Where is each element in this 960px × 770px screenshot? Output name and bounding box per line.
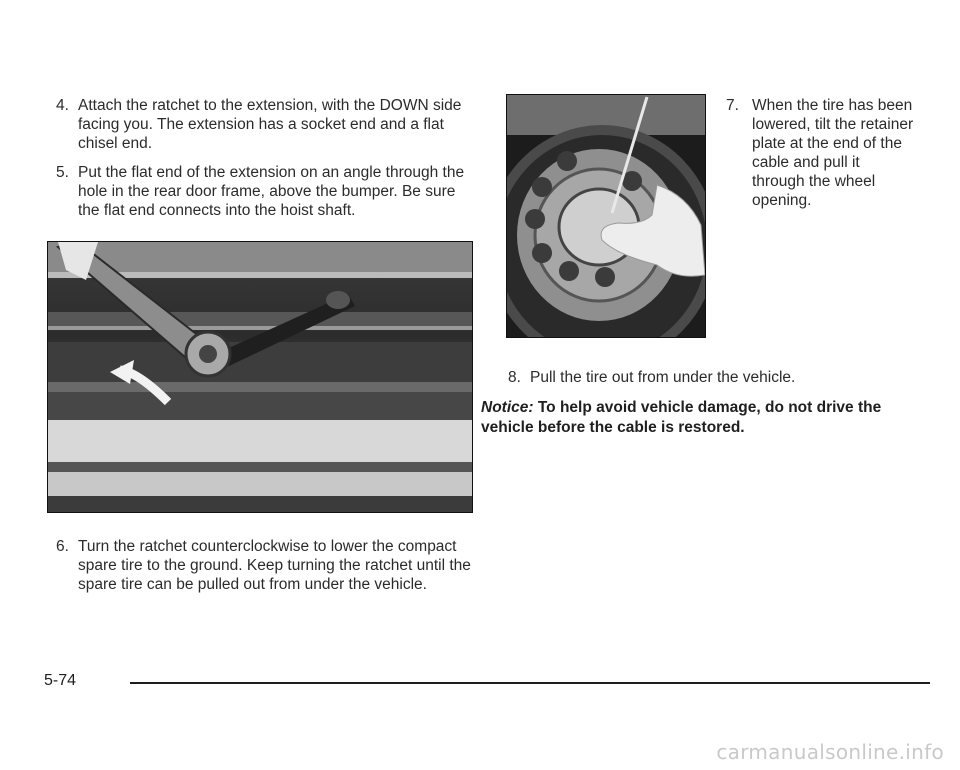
step-8 <box>508 368 928 387</box>
notice-text: To help avoid vehicle damage, do not drive the vehicle before the cable is restored. <box>481 399 882 436</box>
step-number: 7. <box>726 97 739 114</box>
step-text: When the tire has been lowered, tilt the retainer plate at the end of the cable and pull it through the wheel opening. <box>752 97 914 209</box>
step-4 <box>56 96 476 153</box>
spare-tire-retainer-photo <box>506 94 706 338</box>
watermark: carmanualsonline.info <box>716 740 944 764</box>
step-text: Turn the ratchet counterclockwise to lower the compact spare tire to the ground. Keep turning the ratchet until the spare tire can be pulled out from under the vehicle. <box>78 538 471 593</box>
page-number: 5-74 <box>44 672 77 689</box>
step-text: Put the flat end of the extension on an angle through the hole in the rear door frame, above the bumper. Be sure the flat end connects into the hoist shaft. <box>78 164 465 219</box>
step-7 <box>726 96 916 210</box>
step-number: 6. <box>56 538 69 555</box>
step-text: Pull the tire out from under the vehicle. <box>530 369 796 386</box>
step-number: 5. <box>56 164 69 181</box>
step-number: 8. <box>508 369 521 386</box>
step-5 <box>56 163 476 220</box>
notice <box>481 398 921 438</box>
footer-rule <box>130 682 930 684</box>
ratchet-extension-photo <box>47 241 473 513</box>
notice-label: Notice: <box>481 399 534 416</box>
step-6 <box>56 537 476 594</box>
step-text: Attach the ratchet to the extension, with the DOWN side facing you. The extension has a socket end and a flat chisel end. <box>78 97 462 152</box>
step-number: 4. <box>56 97 69 114</box>
